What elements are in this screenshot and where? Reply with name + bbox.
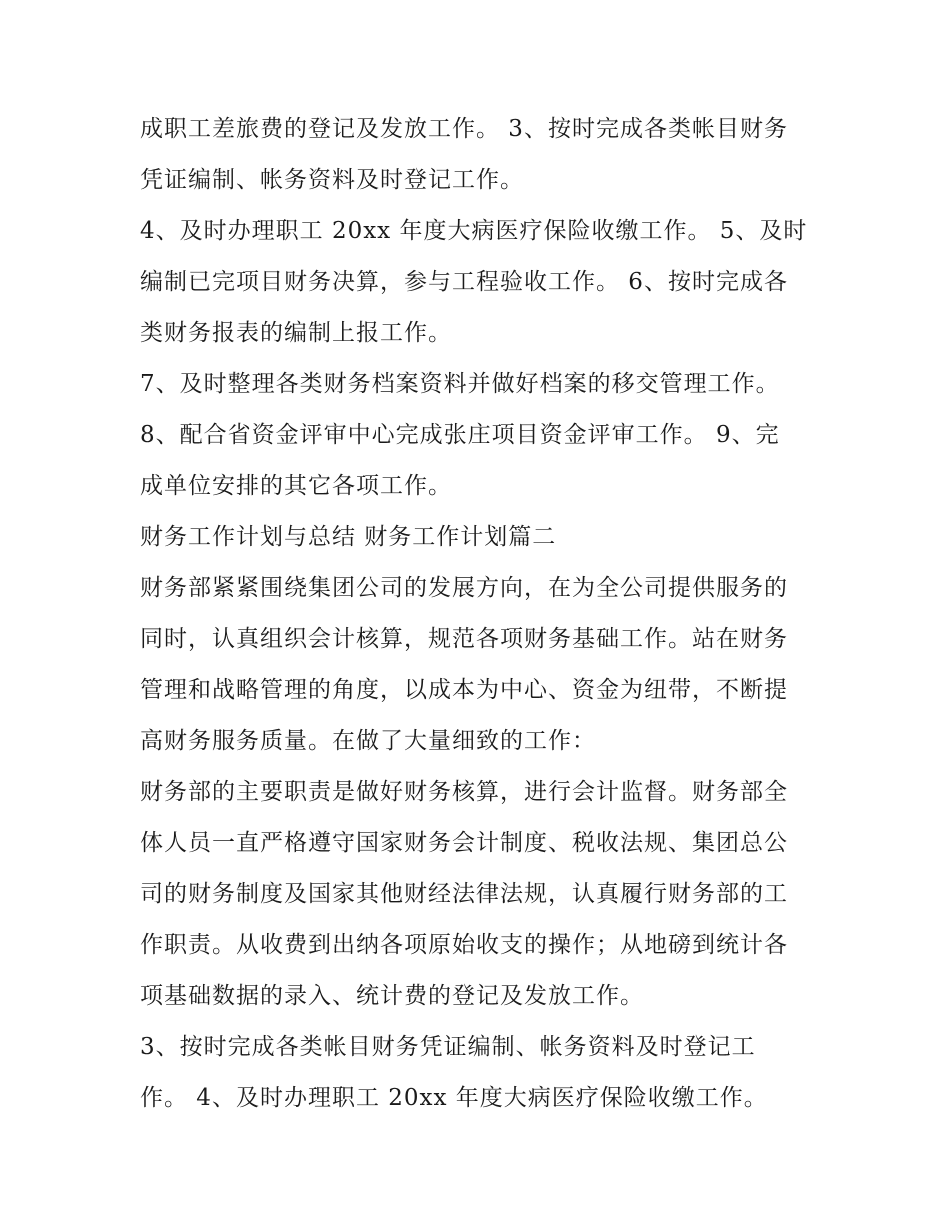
text-line: 编制已完项目财务决算，参与工程验收工作。 6、按时完成各 bbox=[140, 269, 788, 295]
document-body bbox=[140, 104, 820, 1124]
section-heading: 财务工作计划与总结 财务工作计划篇二 bbox=[140, 524, 557, 550]
text-line: 作职责。从收费到出纳各项原始收支的操作；从地磅到统计各 bbox=[140, 932, 788, 958]
text-line: 类财务报表的编制上报工作。 bbox=[140, 320, 452, 346]
text-line: 4、及时办理职工 20xx 年度大病医疗保险收缴工作。 5、及时 bbox=[140, 218, 808, 244]
text-line: 管理和战略管理的角度，以成本为中心、资金为纽带，不断提 bbox=[140, 677, 788, 703]
text-line: 凭证编制、帐务资料及时登记工作。 bbox=[140, 167, 524, 193]
text-line: 高财务服务质量。在做了大量细致的工作： bbox=[140, 728, 596, 754]
text-line: 体人员一直严格遵守国家财务会计制度、税收法规、集团总公 bbox=[140, 830, 788, 856]
text-line: 3、按时完成各类帐目财务凭证编制、帐务资料及时登记工 bbox=[140, 1034, 756, 1060]
text-line: 财务部的主要职责是做好财务核算，进行会计监督。财务部全 bbox=[140, 779, 788, 805]
text-line: 8、配合省资金评审中心完成张庄项目资金评审工作。 9、完 bbox=[140, 422, 780, 448]
text-line: 项基础数据的录入、统计费的登记及发放工作。 bbox=[140, 983, 644, 1009]
text-line: 7、及时整理各类财务档案资料并做好档案的移交管理工作。 bbox=[140, 371, 780, 397]
text-line: 成单位安排的其它各项工作。 bbox=[140, 473, 452, 499]
text-line: 作。 4、及时办理职工 20xx 年度大病医疗保险收缴工作。 bbox=[140, 1085, 768, 1111]
text-line: 同时，认真组织会计核算，规范各项财务基础工作。站在财务 bbox=[140, 626, 788, 652]
text-line: 财务部紧紧围绕集团公司的发展方向，在为全公司提供服务的 bbox=[140, 575, 788, 601]
text-line: 成职工差旅费的登记及发放工作。 3、按时完成各类帐目财务 bbox=[140, 116, 788, 142]
text-line: 司的财务制度及国家其他财经法律法规，认真履行财务部的工 bbox=[140, 881, 788, 907]
